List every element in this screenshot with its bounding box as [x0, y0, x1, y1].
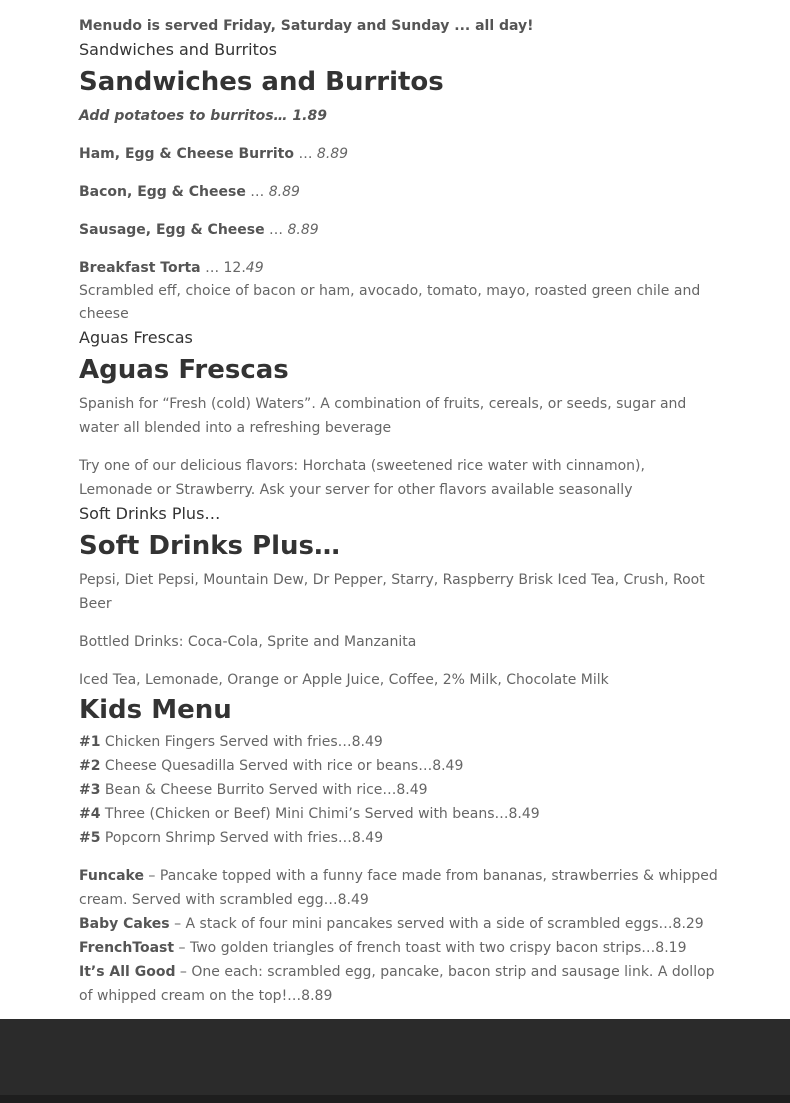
torta-description: Scrambled eff, choice of bacon or ham, avocado, tomato, mayo, roasted green chile and cheese [79, 283, 701, 322]
item-price: 8.89 [316, 146, 349, 162]
kids-item-number: #2 [79, 758, 101, 774]
burrito-potato-note: Add potatoes to burritos… 1.89 [79, 108, 327, 124]
item-sep: … [264, 222, 288, 238]
kids-special [79, 960, 719, 1008]
aguas-small-title: Aguas Frescas [79, 328, 193, 347]
menu-item-torta [79, 256, 719, 280]
item-sep: … 12. [200, 260, 246, 276]
kids-item [79, 802, 719, 826]
kids-special [79, 912, 719, 936]
fountain-drinks: Pepsi, Diet Pepsi, Mountain Dew, Dr Pepper, Starry, Raspberry Brisk Iced Tea, Crush, Root Beer [79, 572, 705, 612]
aguas-title: Aguas Frescas [79, 355, 289, 385]
kids-item-text: Popcorn Shrimp Served with fries…8.49 [100, 830, 384, 846]
kids-title: Kids Menu [79, 695, 232, 725]
menu-item [79, 180, 719, 204]
kids-item [79, 730, 719, 754]
sandwiches-title: Sandwiches and Burritos [79, 67, 444, 97]
item-sep: … [245, 184, 269, 200]
soft-title: Soft Drinks Plus… [79, 531, 340, 561]
other-drinks: Iced Tea, Lemonade, Orange or Apple Juice, Coffee, 2% Milk, Chocolate Milk [79, 672, 609, 688]
kids-item-text: Bean & Cheese Burrito Served with rice…8.49 [100, 782, 428, 798]
item-sep: … [294, 146, 317, 162]
kids-special-name: It’s All Good [79, 964, 176, 980]
kids-item [79, 826, 719, 850]
item-price: 49 [245, 260, 264, 276]
item-name: Breakfast Torta [79, 260, 201, 276]
kids-special-name: Baby Cakes [79, 916, 170, 932]
sandwiches-small-title: Sandwiches and Burritos [79, 40, 278, 59]
item-price: 8.89 [268, 184, 300, 200]
item-price: 8.89 [287, 222, 319, 238]
kids-special-name: Funcake [79, 868, 144, 884]
kids-item-text: Cheese Quesadilla Served with rice or beans…8.49 [100, 758, 464, 774]
kids-item [79, 778, 719, 802]
menu-content [79, 0, 719, 1008]
kids-item-text: Chicken Fingers Served with fries…8.49 [100, 734, 383, 750]
item-name: Bacon, Egg & Cheese [79, 184, 246, 200]
kids-special [79, 864, 719, 912]
soft-small-title: Soft Drinks Plus… [79, 504, 221, 523]
aguas-description: Spanish for “Fresh (cold) Waters”. A combination of fruits, cereals, or seeds, sugar and water all blended into a refreshing beverage [79, 396, 687, 436]
kids-special-name: FrenchToast [79, 940, 175, 956]
menudo-note: Menudo is served Friday, Saturday and Sunday ... all day! [79, 18, 534, 34]
item-name: Sausage, Egg & Cheese [79, 222, 265, 238]
kids-item [79, 754, 719, 778]
kids-special-text: – A stack of four mini pancakes served with a side of scrambled eggs…8.29 [169, 916, 704, 932]
kids-special-text: – One each: scrambled egg, pancake, bacon strip and sausage link. A dollop of whipped cream on the top!…8.89 [79, 964, 715, 1004]
page-footer [0, 1019, 790, 1103]
kids-item-number: #3 [79, 782, 101, 798]
kids-special-text: – Pancake topped with a funny face made from bananas, strawberries & whipped cream. Served with scrambled egg…8.49 [79, 868, 718, 908]
kids-special [79, 936, 719, 960]
kids-special-text: – Two golden triangles of french toast with two crispy bacon strips…8.19 [174, 940, 687, 956]
item-name: Ham, Egg & Cheese Burrito [79, 146, 294, 162]
kids-item-number: #1 [79, 734, 101, 750]
menu-item [79, 142, 719, 166]
aguas-flavors: Try one of our delicious flavors: Horchata (sweetened rice water with cinnamon), Lemonade or Strawberry. Ask your server for other flavors available seasonally [79, 458, 645, 498]
kids-item-number: #5 [79, 830, 101, 846]
footer-bottom-bar [0, 1095, 790, 1103]
kids-item-number: #4 [79, 806, 101, 822]
menu-item [79, 218, 719, 242]
kids-item-text: Three (Chicken or Beef) Mini Chimi’s Served with beans…8.49 [100, 806, 540, 822]
bottled-drinks: Bottled Drinks: Coca-Cola, Sprite and Manzanita [79, 634, 417, 650]
